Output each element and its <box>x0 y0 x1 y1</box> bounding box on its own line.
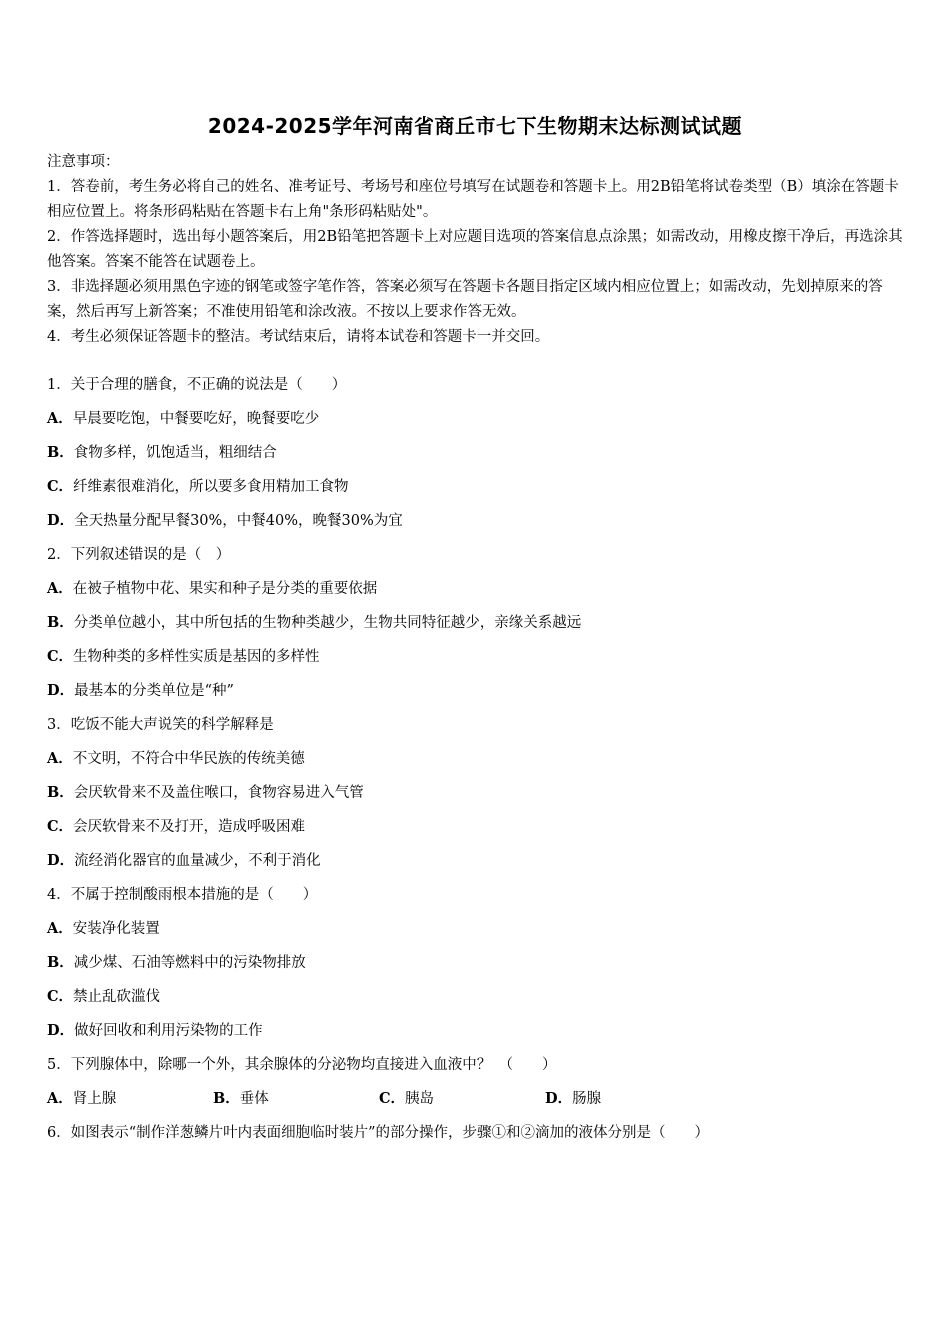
notice-heading: 注意事项： <box>47 154 120 170</box>
question-stem: 1．关于合理的膳食，不正确的说法是（ ） <box>47 377 347 393</box>
option-item <box>379 1086 545 1120</box>
option-letter: D． <box>47 1022 75 1039</box>
option-letter: A． <box>47 920 73 937</box>
notice-item: 2．作答选择题时，选出每小题答案后，用2B铅笔把答题卡上对应题目选项的答案信息点涂黑；如需改动，用橡皮擦干净后，再选涂其他答案。答案不能答在试题卷上。 <box>47 229 903 270</box>
option-text: 肠腺 <box>572 1091 602 1107</box>
option-text: 肾上腺 <box>72 1091 117 1107</box>
option-letter: C． <box>47 818 74 835</box>
option-text: 流经消化器官的血量减少，不利于消化 <box>74 853 321 869</box>
option-item <box>47 984 903 1018</box>
option-text: 禁止乱砍滥伐 <box>73 989 161 1005</box>
option-text: 做好回收和利用污染物的工作 <box>74 1023 263 1039</box>
option-item <box>47 576 903 610</box>
option-letter: C． <box>47 478 74 495</box>
option-item <box>47 440 903 474</box>
option-letter: A． <box>47 1090 73 1107</box>
option-letter: B． <box>47 784 74 801</box>
option-text: 早晨要吃饱，中餐要吃好，晚餐要吃少 <box>72 411 320 427</box>
option-item <box>47 814 903 848</box>
option-item <box>213 1086 379 1120</box>
question-stem: 5．下列腺体中，除哪一个外，其余腺体的分泌物均直接进入血液中？ （ ） <box>47 1057 557 1073</box>
option-letter: B． <box>47 444 74 461</box>
option-letter: B． <box>213 1090 240 1107</box>
option-text: 不文明，不符合中华民族的传统美德 <box>72 751 305 767</box>
option-item <box>47 1018 903 1052</box>
option-letter: D． <box>47 512 75 529</box>
page-title: 2024-2025学年河南省商丘市七下生物期末达标测试试题 <box>207 114 743 138</box>
option-letter: C． <box>379 1090 406 1107</box>
option-text: 最基本的分类单位是“种” <box>74 683 234 699</box>
option-text: 全天热量分配早餐30%，中餐40%，晚餐30%为宜 <box>74 513 403 529</box>
option-letter: A． <box>47 750 73 767</box>
option-text: 在被子植物中花、果实和种子是分类的重要依据 <box>72 581 378 597</box>
question-stem: 3．吃饭不能大声说笑的科学解释是 <box>47 717 274 733</box>
option-text: 会厌软骨来不及打开，造成呼吸困难 <box>73 819 306 835</box>
question-list <box>47 372 903 1154</box>
option-item <box>47 610 903 644</box>
option-text: 减少煤、石油等燃料中的污染物排放 <box>73 955 306 971</box>
option-text: 分类单位越小，其中所包括的生物种类越少，生物共同特征越少，亲缘关系越远 <box>73 615 582 631</box>
option-item <box>47 474 903 508</box>
option-item <box>47 406 903 440</box>
option-item <box>47 950 903 984</box>
option-letter: D． <box>545 1090 573 1107</box>
option-letter: D． <box>47 682 75 699</box>
option-text: 食物多样，饥饱适当，粗细结合 <box>73 445 277 461</box>
option-item <box>47 678 903 712</box>
notice-section <box>47 150 903 350</box>
option-letter: D． <box>47 852 75 869</box>
option-text: 生物种类的多样性实质是基因的多样性 <box>73 649 320 665</box>
option-text: 安装净化装置 <box>72 921 160 937</box>
notice-item: 4．考生必须保证答题卡的整洁。考试结束后，请将本试卷和答题卡一并交回。 <box>47 329 550 345</box>
option-letter: C． <box>47 988 74 1005</box>
option-text: 胰岛 <box>405 1091 435 1107</box>
option-text: 会厌软骨来不及盖住喉口，食物容易进入气管 <box>73 785 364 801</box>
notice-item: 1．答卷前，考生务必将自己的姓名、准考证号、考场号和座位号填写在试题卷和答题卡上。用2B铅笔将试卷类型（B）填涂在答题卡相应位置上。将条形码粘贴在答题卡右上角"条形码粘贴处"。 <box>47 179 899 220</box>
option-item <box>47 508 903 542</box>
option-item <box>47 1086 213 1120</box>
option-item <box>545 1086 711 1120</box>
question-stem: 6．如图表示“制作洋葱鳞片叶内表面细胞临时装片”的部分操作，步骤①和②滴加的液体分别是（ ） <box>47 1125 710 1141</box>
inline-options <box>47 1086 903 1120</box>
option-item <box>47 780 903 814</box>
option-letter: A． <box>47 410 73 427</box>
option-letter: B． <box>47 614 74 631</box>
option-letter: A． <box>47 580 73 597</box>
option-item <box>47 746 903 780</box>
option-letter: C． <box>47 648 74 665</box>
option-item <box>47 916 903 950</box>
question-stem: 4．不属于控制酸雨根本措施的是（ ） <box>47 887 318 903</box>
question-stem: 2．下列叙述错误的是（ ） <box>47 547 231 563</box>
option-item <box>47 644 903 678</box>
option-text: 垂体 <box>239 1091 269 1107</box>
option-letter: B． <box>47 954 74 971</box>
notice-item: 3．非选择题必须用黑色字迹的钢笔或签字笔作答，答案必须写在答题卡各题目指定区域内相应位置上；如需改动，先划掉原来的答案，然后再写上新答案；不准使用铅笔和涂改液。不按以上要求作答无效。 <box>47 279 883 320</box>
option-item <box>47 848 903 882</box>
option-text: 纤维素很难消化，所以要多食用精加工食物 <box>73 479 349 495</box>
